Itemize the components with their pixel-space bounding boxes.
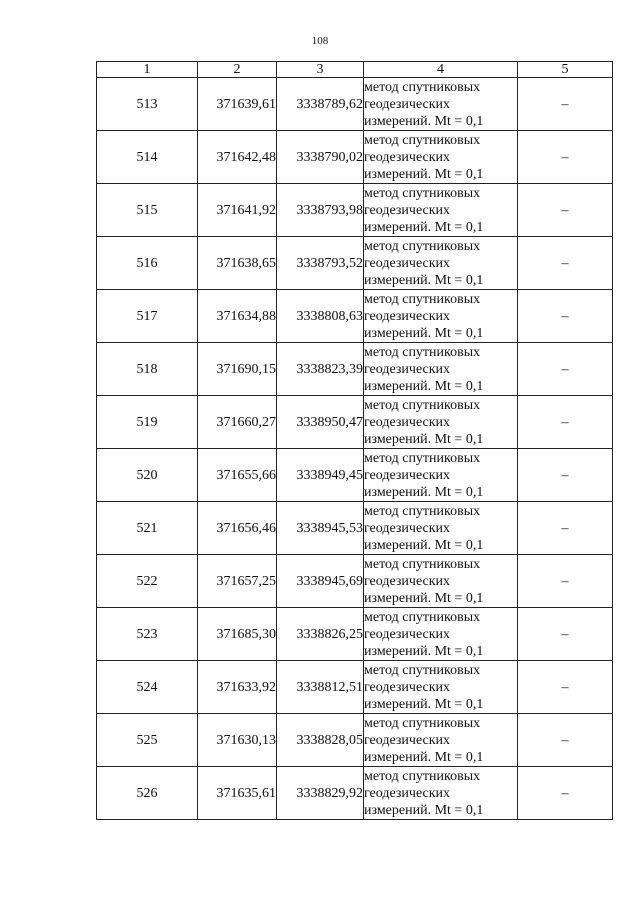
method-line: измерений. Mt = 0,1: [364, 537, 484, 553]
y-coordinate-cell: 3338829,92: [277, 767, 364, 820]
method-line: метод спутниковых: [364, 397, 481, 413]
column-header-5: 5: [518, 62, 613, 78]
method-line: измерений. Mt = 0,1: [364, 113, 484, 129]
method-cell: [364, 343, 518, 396]
method-line: измерений. Mt = 0,1: [364, 643, 484, 659]
method-line: метод спутниковых: [364, 238, 481, 254]
y-coordinate-cell: 3338789,62: [277, 78, 364, 131]
method-line: измерений. Mt = 0,1: [364, 749, 484, 765]
method-cell: [364, 78, 518, 131]
y-coordinate-cell: 3338945,69: [277, 555, 364, 608]
x-coordinate-cell: 371634,88: [198, 290, 277, 343]
table-row: [97, 131, 613, 184]
y-coordinate-cell: 3338945,53: [277, 502, 364, 555]
method-cell: [364, 608, 518, 661]
method-line: метод спутниковых: [364, 344, 481, 360]
table-row: [97, 184, 613, 237]
note-cell: –: [518, 502, 613, 555]
method-line: геодезических: [364, 96, 451, 112]
column-header-2: 2: [198, 62, 277, 78]
x-coordinate-cell: 371635,61: [198, 767, 277, 820]
point-number-cell: 526: [97, 767, 198, 820]
table-row: [97, 290, 613, 343]
table-row: [97, 237, 613, 290]
method-line: измерений. Mt = 0,1: [364, 590, 484, 606]
note-cell: –: [518, 237, 613, 290]
note-cell: –: [518, 555, 613, 608]
x-coordinate-cell: 371630,13: [198, 714, 277, 767]
x-coordinate-cell: 371690,15: [198, 343, 277, 396]
method-cell: [364, 555, 518, 608]
point-number-cell: 517: [97, 290, 198, 343]
method-line: метод спутниковых: [364, 450, 481, 466]
y-coordinate-cell: 3338950,47: [277, 396, 364, 449]
method-line: геодезических: [364, 414, 451, 430]
x-coordinate-cell: 371633,92: [198, 661, 277, 714]
point-number-cell: 523: [97, 608, 198, 661]
point-number-cell: 513: [97, 78, 198, 131]
y-coordinate-cell: 3338790,02: [277, 131, 364, 184]
method-cell: [364, 767, 518, 820]
note-cell: –: [518, 449, 613, 502]
y-coordinate-cell: 3338823,39: [277, 343, 364, 396]
x-coordinate-cell: 371660,27: [198, 396, 277, 449]
x-coordinate-cell: 371638,65: [198, 237, 277, 290]
coordinates-table: [96, 61, 613, 820]
method-line: метод спутниковых: [364, 79, 481, 95]
x-coordinate-cell: 371639,61: [198, 78, 277, 131]
table-row: [97, 608, 613, 661]
point-number-cell: 516: [97, 237, 198, 290]
method-cell: [364, 131, 518, 184]
y-coordinate-cell: 3338949,45: [277, 449, 364, 502]
method-line: измерений. Mt = 0,1: [364, 431, 484, 447]
method-line: геодезических: [364, 573, 451, 589]
y-coordinate-cell: 3338793,98: [277, 184, 364, 237]
point-number-cell: 525: [97, 714, 198, 767]
table-body: [97, 78, 613, 820]
note-cell: –: [518, 343, 613, 396]
point-number-cell: 518: [97, 343, 198, 396]
page-number: 108: [311, 35, 329, 47]
table-row: [97, 767, 613, 820]
method-line: метод спутниковых: [364, 185, 481, 201]
method-cell: [364, 396, 518, 449]
method-line: геодезических: [364, 149, 451, 165]
method-cell: [364, 502, 518, 555]
y-coordinate-cell: 3338812,51: [277, 661, 364, 714]
note-cell: –: [518, 78, 613, 131]
method-cell: [364, 290, 518, 343]
point-number-cell: 519: [97, 396, 198, 449]
table-row: [97, 661, 613, 714]
y-coordinate-cell: 3338808,63: [277, 290, 364, 343]
y-coordinate-cell: 3338793,52: [277, 237, 364, 290]
table-row: [97, 555, 613, 608]
method-line: метод спутниковых: [364, 503, 481, 519]
note-cell: –: [518, 184, 613, 237]
method-cell: [364, 184, 518, 237]
x-coordinate-cell: 371656,46: [198, 502, 277, 555]
table-row: [97, 343, 613, 396]
y-coordinate-cell: 3338828,05: [277, 714, 364, 767]
method-line: измерений. Mt = 0,1: [364, 272, 484, 288]
method-line: измерений. Mt = 0,1: [364, 802, 484, 818]
note-cell: –: [518, 767, 613, 820]
method-line: геодезических: [364, 732, 451, 748]
point-number-cell: 520: [97, 449, 198, 502]
method-line: геодезических: [364, 785, 451, 801]
method-line: измерений. Mt = 0,1: [364, 378, 484, 394]
method-cell: [364, 237, 518, 290]
x-coordinate-cell: 371642,48: [198, 131, 277, 184]
table-row: [97, 714, 613, 767]
method-line: измерений. Mt = 0,1: [364, 219, 484, 235]
method-line: измерений. Mt = 0,1: [364, 325, 484, 341]
x-coordinate-cell: 371655,66: [198, 449, 277, 502]
method-line: метод спутниковых: [364, 715, 481, 731]
column-header-3: 3: [277, 62, 364, 78]
column-header-4: 4: [364, 62, 518, 78]
table-row: [97, 502, 613, 555]
method-line: метод спутниковых: [364, 662, 481, 678]
table-row: [97, 449, 613, 502]
point-number-cell: 521: [97, 502, 198, 555]
x-coordinate-cell: 371641,92: [198, 184, 277, 237]
method-cell: [364, 714, 518, 767]
method-line: геодезических: [364, 679, 451, 695]
method-line: метод спутниковых: [364, 132, 481, 148]
method-line: метод спутниковых: [364, 768, 481, 784]
column-header-1: 1: [97, 62, 198, 78]
method-line: метод спутниковых: [364, 609, 481, 625]
note-cell: –: [518, 661, 613, 714]
method-line: измерений. Mt = 0,1: [364, 484, 484, 500]
point-number-cell: 524: [97, 661, 198, 714]
table-header-row: [97, 62, 613, 78]
point-number-cell: 514: [97, 131, 198, 184]
method-cell: [364, 661, 518, 714]
method-line: геодезических: [364, 626, 451, 642]
point-number-cell: 515: [97, 184, 198, 237]
method-line: метод спутниковых: [364, 556, 481, 572]
method-line: измерений. Mt = 0,1: [364, 166, 484, 182]
table-row: [97, 396, 613, 449]
note-cell: –: [518, 714, 613, 767]
method-line: геодезических: [364, 202, 451, 218]
method-line: геодезических: [364, 520, 451, 536]
note-cell: –: [518, 608, 613, 661]
method-line: измерений. Mt = 0,1: [364, 696, 484, 712]
method-line: геодезических: [364, 255, 451, 271]
method-line: метод спутниковых: [364, 291, 481, 307]
method-line: геодезических: [364, 467, 451, 483]
note-cell: –: [518, 396, 613, 449]
method-line: геодезических: [364, 308, 451, 324]
note-cell: –: [518, 131, 613, 184]
x-coordinate-cell: 371685,30: [198, 608, 277, 661]
table-row: [97, 78, 613, 131]
y-coordinate-cell: 3338826,25: [277, 608, 364, 661]
point-number-cell: 522: [97, 555, 198, 608]
note-cell: –: [518, 290, 613, 343]
method-line: геодезических: [364, 361, 451, 377]
x-coordinate-cell: 371657,25: [198, 555, 277, 608]
method-cell: [364, 449, 518, 502]
